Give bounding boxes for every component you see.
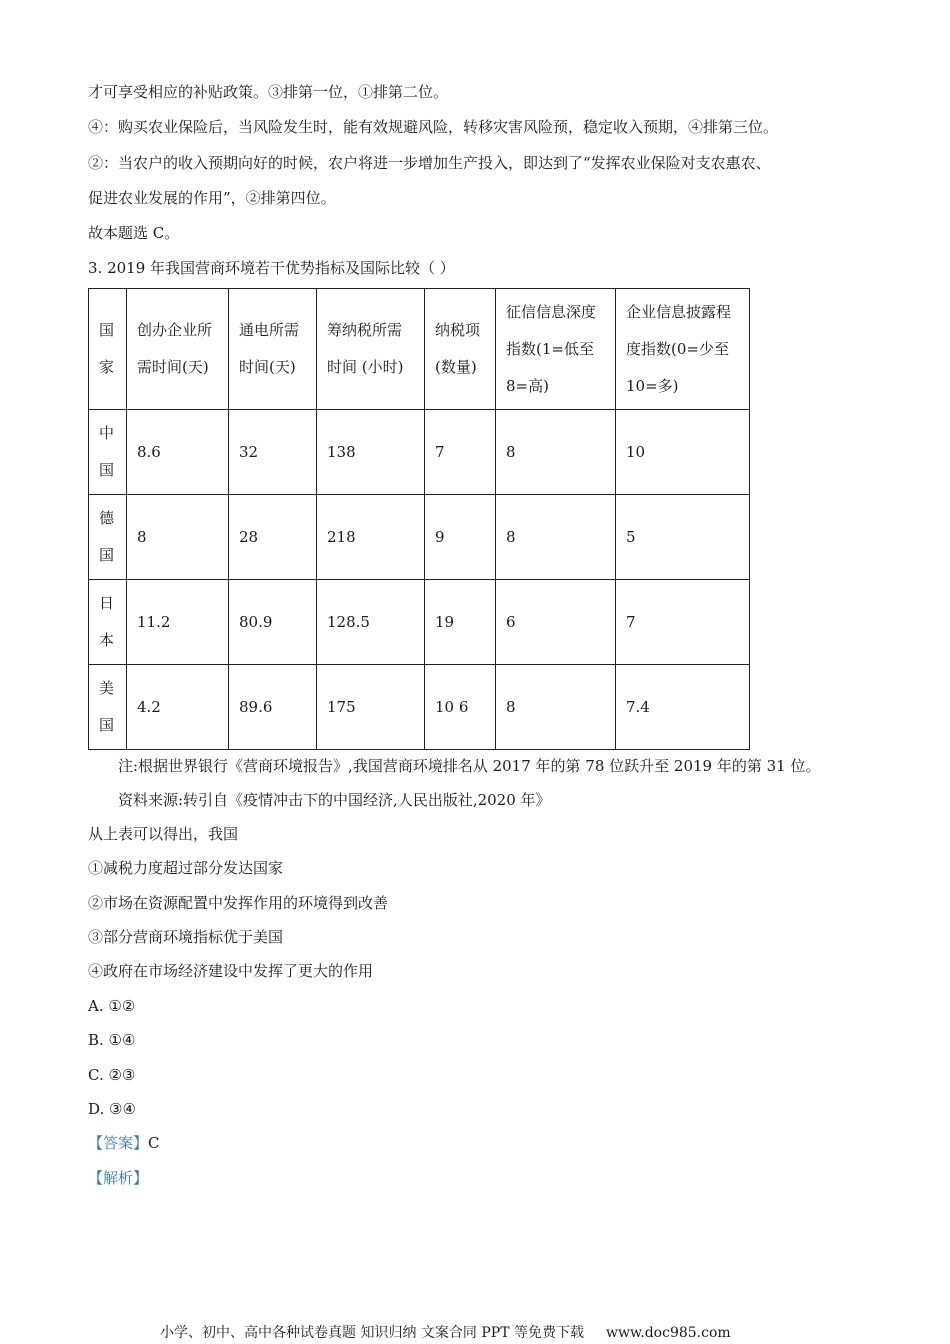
table-cell: 218 [317,495,425,580]
table-row [89,665,750,750]
table-cell: 11.2 [127,580,229,665]
table-cell: 28 [229,495,317,580]
table-cell: 8.6 [127,410,229,495]
statement-1: ①减税力度超过部分发达国家 [88,859,284,877]
table-cell: 5 [616,495,750,580]
table-cell: 8 [127,495,229,580]
intro-line-1: 才可享受相应的补贴政策。③排第一位，①排第二位。 [88,83,449,101]
header-cell: 创办企业所需时间(天) [127,289,229,410]
header-cell: 国家 [89,289,127,410]
table-cell: 8 [496,410,616,495]
intro-line-3: ②：当农户的收入预期向好的时候，农户将进一步增加生产投入，即达到了“发挥农业保险对支农惠农、 [88,154,771,172]
header-cell: 筹纳税所需时间 (小时) [317,289,425,410]
footer-text: 小学、初中、高中各种试卷真题 知识归纳 文案合同 PPT 等免费下载 [160,1325,584,1341]
table-header-row [89,289,750,410]
option-a: A. ①② [88,997,136,1015]
footer-site: www.doc985.com [605,1325,731,1341]
statement-2: ②市场在资源配置中发挥作用的环境得到改善 [88,894,389,912]
answer-line [88,1133,160,1153]
table-cell: 美国 [89,665,127,750]
header-cell: 纳税项(数量) [425,289,496,410]
table-cell: 日本 [89,580,127,665]
table-cell: 8 [496,495,616,580]
intro-line-5: 故本题选 C。 [88,224,180,242]
table-source: 资料来源:转引自《疫情冲击下的中国经济,人民出版社,2020 年》 [118,791,551,809]
analysis-line [88,1168,148,1188]
answer-label: 【答案】 [88,1134,149,1152]
table-cell: 89.6 [229,665,317,750]
table-cell: 10 6 [425,665,496,750]
table-row [89,410,750,495]
intro-line-4: 促进农业发展的作用”，②排第四位。 [88,189,336,207]
table-cell: 7 [616,580,750,665]
question-stem: 从上表可以得出，我国 [88,825,239,843]
page-footer [160,1322,731,1342]
option-b: B. ①④ [88,1031,136,1049]
table-row [89,495,750,580]
intro-line-2: ④：购买农业保险后，当风险发生时，能有效规避风险，转移灾害风险预，稳定收入预期，④排第三位。 [88,118,779,136]
statement-3: ③部分营商环境指标优于美国 [88,928,284,946]
option-d: D. ③④ [88,1100,136,1118]
table-cell: 中国 [89,410,127,495]
table-cell: 138 [317,410,425,495]
table-row [89,580,750,665]
table-cell: 32 [229,410,317,495]
table-cell: 4.2 [127,665,229,750]
header-cell: 征信信息深度指数(1=低至8=高) [496,289,616,410]
table-cell: 175 [317,665,425,750]
indicator-table [88,288,750,750]
table-note: 注:根据世界银行《营商环境报告》,我国营商环境排名从 2017 年的第 78 位跃升至 2019 年的第 31 位。 [118,757,821,775]
table-cell: 8 [496,665,616,750]
option-c: C. ②③ [88,1066,136,1084]
analysis-label: 【解析】 [88,1169,149,1187]
table-cell: 7 [425,410,496,495]
table-cell: 128.5 [317,580,425,665]
header-cell: 企业信息披露程度指数(0=少至 10=多) [616,289,750,410]
table-cell: 19 [425,580,496,665]
header-cell: 通电所需时间(天) [229,289,317,410]
table-cell: 7.4 [616,665,750,750]
table-cell: 德国 [89,495,127,580]
statement-4: ④政府在市场经济建设中发挥了更大的作用 [88,962,374,980]
table-cell: 80.9 [229,580,317,665]
answer-value: C [148,1134,160,1152]
table-cell: 10 [616,410,750,495]
question-title: 3. 2019 年我国营商环境若干优势指标及国际比较（ ） [88,259,455,277]
table-cell: 6 [496,580,616,665]
table-cell: 9 [425,495,496,580]
